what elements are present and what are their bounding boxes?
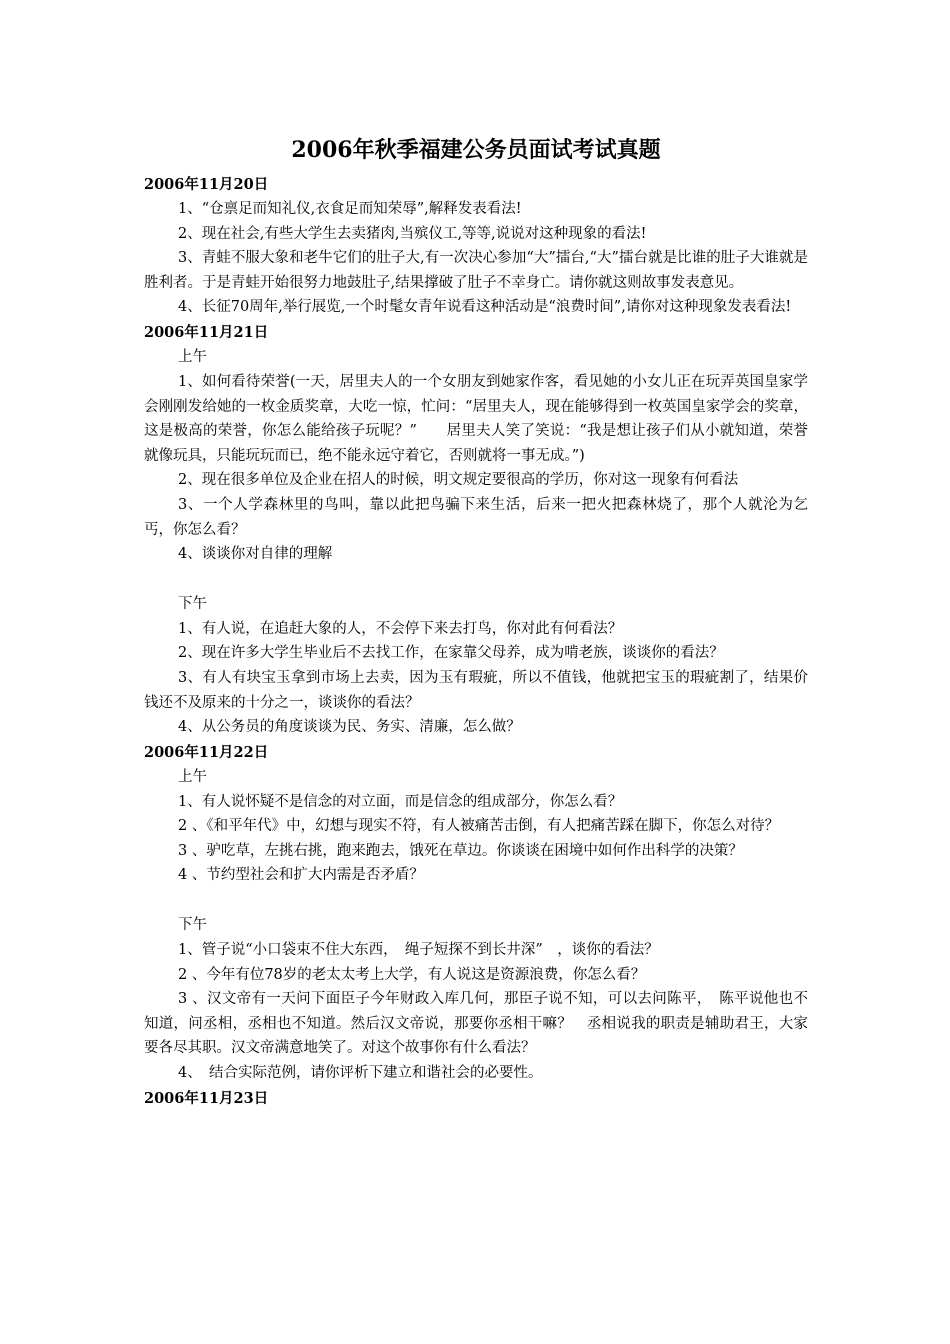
question-item: 3、一个人学森林里的鸟叫，靠以此把鸟骗下来生活，后来一把火把森林烧了，那个人就沦为乞丐，你怎么看？ [144, 496, 808, 538]
question-item: 1、管子说“小口袋束不住大东西， 绳子短探不到长井深” ，谈你的看法？ [178, 942, 659, 959]
question-item: 1、“仓禀足而知礼仪,衣食足而知荣辱”,解释发表看法! [178, 201, 522, 217]
question-item: 1、如何看待荣誉(一天，居里夫人的一个女朋友到她家作客，看见她的小女儿正在玩弄英国皇家学会刚刚发给她的一枚金质奖章，大吃一惊，忙问：“居里夫人，现在能够得到一枚英国皇家学会的奖章，这是极高的荣誉，你怎么能给孩子玩呢？” 居里夫人笑了笑说：“我是想让孩子们从小就知道，荣誉就像玩具，只能玩玩而已，绝不能永远守着它，否则就将一事无成。”) [144, 373, 808, 464]
question-item: 4、 结合实际范例，请你评析下建立和谐社会的必要性。 [178, 1065, 543, 1082]
question-item: 2、现在社会,有些大学生去卖猪肉,当殡仪工,等等,说说对这种现象的看法! [178, 225, 647, 242]
spacer [144, 888, 808, 913]
session-label-pm: 下午 [178, 595, 207, 612]
question-item: 2、现在许多大学生毕业后不去找工作，在家靠父母养，成为啃老族，谈谈你的看法？ [178, 645, 724, 662]
question-item: 4、长征70周年,举行展览,一个时髦女青年说看这种活动是“浪费时间”,请你对这种现象发表看法! [178, 299, 792, 316]
document-page [144, 128, 808, 1111]
document-title: 2006年秋季福建公务员面试考试真题 [291, 137, 661, 163]
question-item: 4、从公务员的角度谈谈为民、务实、清廉，怎么做？ [178, 719, 521, 736]
question-item: 1、有人说，在追赶大象的人，不会停下来去打鸟，你对此有何看法？ [178, 620, 623, 637]
question-item: 2 、《和平年代》中，幻想与现实不符，有人被痛苦击倒，有人把痛苦踩在脚下，你怎么对待？ [178, 818, 780, 835]
session-label-am: 上午 [178, 348, 207, 365]
question-item: 4 、节约型社会和扩大内需是否矛盾？ [178, 867, 424, 884]
date-heading: 2006年11月23日 [144, 1089, 269, 1107]
question-item: 2 、今年有位78岁的老太太考上大学，有人说这是资源浪费，你怎么看？ [178, 966, 646, 983]
question-item: 3、有人有块宝玉拿到市场上去卖，因为玉有瑕疵，所以不值钱，他就把宝玉的瑕疵割了，结果价钱还不及原来的十分之一，谈谈你的看法？ [144, 669, 808, 711]
date-heading: 2006年11月20日 [144, 176, 269, 193]
date-heading: 2006年11月21日 [144, 323, 269, 341]
question-item: 3、青蛙不服大象和老牛它们的肚子大,有一次决心参加“大”擂台,“大”擂台就是比谁的肚子大谁就是胜利者。于是青蛙开始很努力地鼓肚子,结果撑破了肚子不幸身亡。请你就这则故事发表意见。 [144, 250, 808, 291]
spacer [144, 567, 808, 592]
session-label-pm: 下午 [178, 917, 207, 934]
question-item: 2、现在很多单位及企业在招人的时候，明文规定要很高的学历，你对这一现象有何看法 [178, 472, 739, 489]
question-item: 3 、汉文帝有一天问下面臣子今年财政入库几何，那臣子说不知，可以去问陈平， 陈平说他也不知道，问丞相，丞相也不知道。然后汉文帝说，那要你丞相干嘛？ 丞相说我的职责是辅助君王，大家要各尽其职。汉文帝满意地笑了。对这个故事你有什么看法？ [144, 991, 808, 1057]
question-item: 3 、驴吃草，左挑右挑，跑来跑去，饿死在草边。你谈谈在困境中如何作出科学的决策？ [178, 842, 743, 859]
question-item: 4、谈谈你对自律的理解 [178, 546, 333, 563]
session-label-am: 上午 [178, 768, 207, 785]
question-item: 1、有人说怀疑不是信念的对立面，而是信念的组成部分，你怎么看？ [178, 793, 623, 810]
date-heading: 2006年11月22日 [144, 743, 269, 761]
